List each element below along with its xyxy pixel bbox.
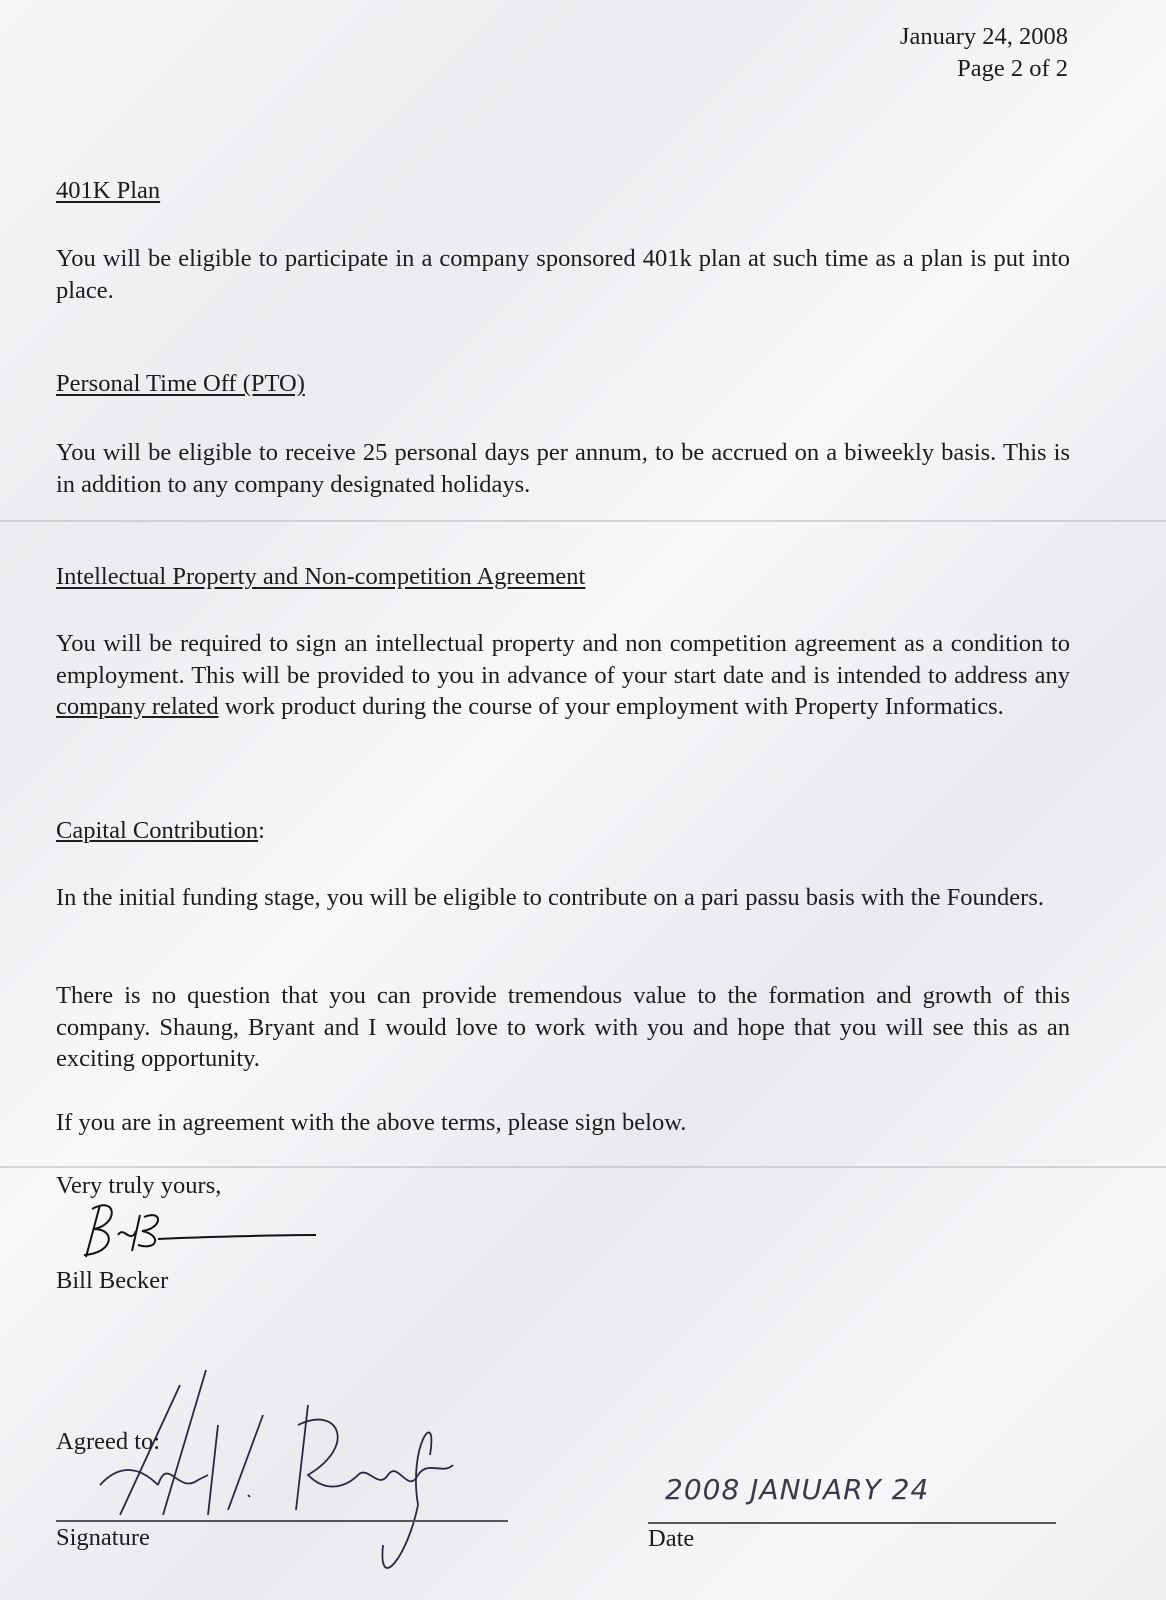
section-body-capital: In the initial funding stage, you will be eligible to contribute on a pari passu basis with the Founders. (56, 884, 1044, 911)
section-heading-capital (56, 817, 265, 845)
ip-text: You will be required to sign an intellectual property and non competition agreement as a condition to employment. This will be provided to you in advance of your start date and is intended to address any (56, 630, 1070, 689)
employee-signature (58, 1365, 478, 1595)
page-number: Page 2 of 2 (957, 55, 1068, 82)
paper-fold (0, 1166, 1166, 1168)
section-heading-401k: 401K Plan (56, 177, 161, 204)
signer-name: Bill Becker (56, 1267, 169, 1294)
agreed-to-label: Agreed to: (56, 1428, 161, 1455)
handwritten-date: 2008 JANUARY 24 (665, 1473, 930, 1506)
section-body-401k: You will be eligible to participate in a company sponsored 401k plan at such time as a plan is put into place. (56, 245, 1070, 304)
letter-date: January 24, 2008 (899, 23, 1068, 50)
closing-paragraph: If you are in agreement with the above terms, please sign below. (56, 1109, 687, 1136)
date-label: Date (648, 1525, 695, 1552)
closing-paragraph: There is no question that you can provide tremendous value to the formation and growth of this company. Shaung, Bryant and I would love to work with you and hope that you will see this as an exciting opportunity. (56, 982, 1070, 1072)
section-heading-ip: Intellectual Property and Non-competition Agreement (56, 563, 586, 590)
signature-label: Signature (56, 1524, 150, 1551)
signer-signature (78, 1195, 328, 1265)
section-body-ip (56, 628, 1070, 723)
salutation: Very truly yours, (56, 1172, 222, 1199)
date-line (648, 1522, 1056, 1524)
ip-underlined-text: company related (56, 693, 219, 720)
section-heading-pto: Personal Time Off (PTO) (56, 370, 305, 397)
section-body-pto: You will be eligible to receive 25 personal days per annum, to be accrued on a biweekly basis. This is in addition to any company designated holidays. (56, 439, 1070, 498)
capital-heading-text: Capital Contribution (56, 817, 259, 844)
ip-text-end: work product during the course of your employment with Property Informatics. (218, 693, 1004, 720)
page-header (900, 21, 1068, 85)
capital-heading-colon: : (258, 817, 265, 844)
paper-fold (0, 520, 1166, 522)
